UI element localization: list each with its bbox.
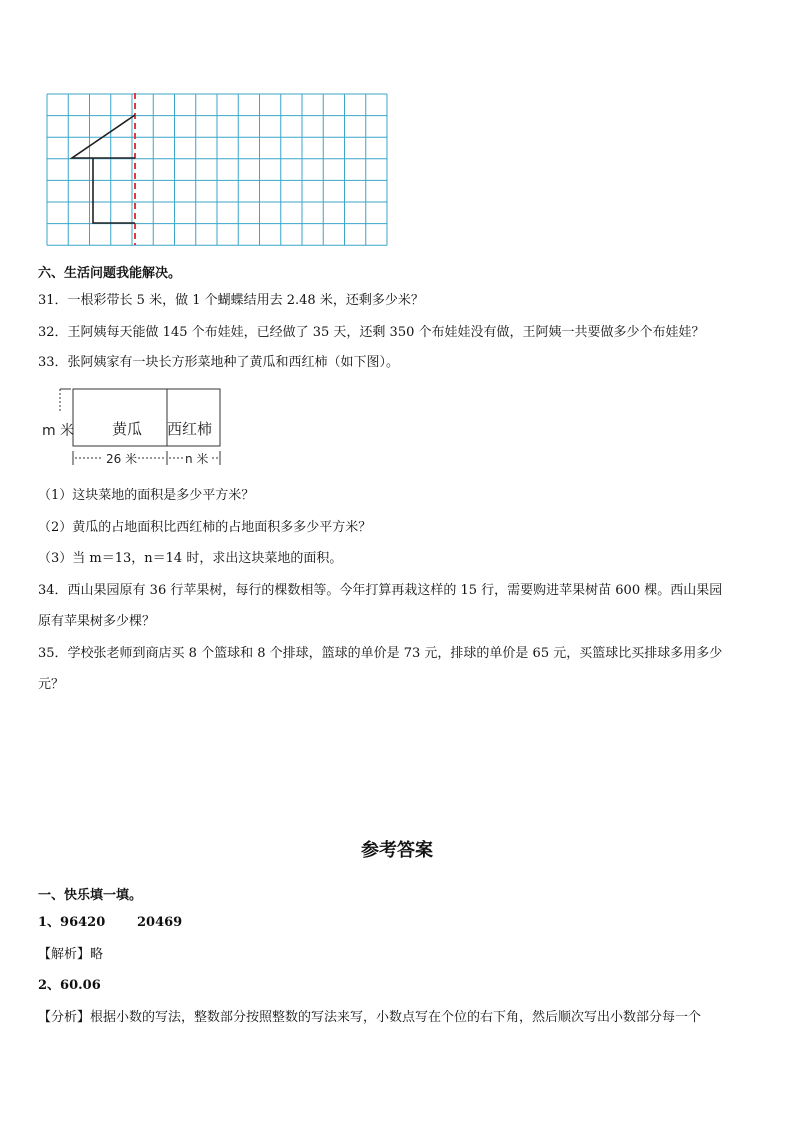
cucumber-label: 黄瓜 bbox=[112, 420, 143, 438]
question-32: 32．王阿姨每天能做 145 个布娃娃，已经做了 35 天，还剩 350 个布娃娃没有做，王阿姨一共要做多少个布娃娃？ bbox=[38, 325, 705, 340]
answer-1-first: 1、96420 bbox=[38, 915, 106, 930]
question-34-line1: 34．西山果园原有 36 行苹果树，每行的棵数相等。今年打算再栽这样的 15 行，需要购进苹果树苗 600 棵。西山果园 bbox=[38, 583, 723, 598]
question-33-sub3: （3）当 m＝13，n＝14 时，求出这块菜地的面积。 bbox=[38, 551, 343, 566]
question-35-line1: 35．学校张老师到商店买 8 个篮球和 8 个排球，篮球的单价是 73 元，排球的单价是 65 元，买篮球比买排球多用多少 bbox=[38, 646, 723, 661]
symmetry-grid-figure bbox=[46, 93, 388, 247]
section6-heading: 六、生活问题我能解决。 bbox=[38, 266, 182, 281]
question-34-line2: 原有苹果树多少棵？ bbox=[38, 614, 156, 629]
question-33-sub1: （1）这块菜地的面积是多少平方米？ bbox=[38, 488, 255, 503]
answers-section1-heading: 一、快乐填一填。 bbox=[38, 888, 143, 903]
answer-2-analysis: 【分析】根据小数的写法，整数部分按照整数的写法来写，小数点写在个位的右下角，然后顺次写出小数部分每一个 bbox=[38, 1010, 702, 1025]
half-house-shape bbox=[72, 115, 135, 158]
length-26-label: 26 米 bbox=[106, 452, 138, 466]
question-35-line2: 元？ bbox=[38, 677, 65, 692]
question-33: 33．张阿姨家有一块长方形菜地种了黄瓜和西红柿（如下图）。 bbox=[38, 355, 400, 370]
answer-2: 2、60.06 bbox=[38, 978, 101, 993]
height-label: m 米 bbox=[42, 423, 75, 439]
tomato-label: 西红柿 bbox=[167, 420, 213, 438]
length-n-label: n 米 bbox=[185, 452, 209, 466]
half-house-body bbox=[93, 158, 135, 223]
question-33-sub2: （2）黄瓜的占地面积比西红柿的占地面积多多少平方米？ bbox=[38, 520, 372, 535]
question-31: 31．一根彩带长 5 米，做 1 个蝴蝶结用去 2.48 米，还剩多少米？ bbox=[38, 293, 424, 308]
answers-title: 参考答案 bbox=[361, 840, 433, 861]
answer-1-analysis: 【解析】略 bbox=[38, 947, 104, 962]
answer-1-second: 20469 bbox=[137, 915, 183, 930]
vegetable-field-figure bbox=[40, 385, 230, 477]
